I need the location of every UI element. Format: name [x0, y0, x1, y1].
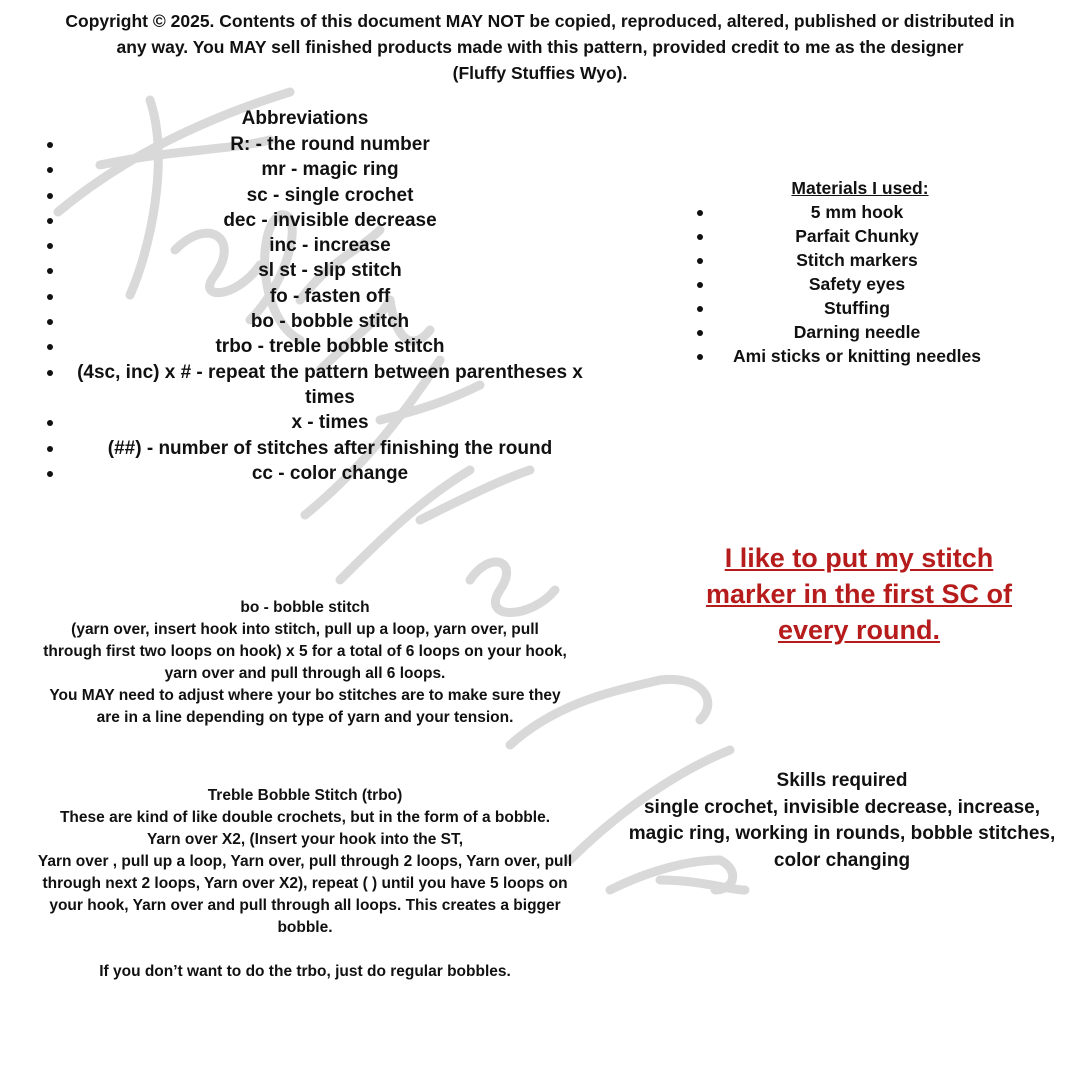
list-item: Safety eyes [690, 272, 996, 296]
list-item: trbo - treble bobble stitch [40, 334, 595, 359]
list-item: Darning needle [690, 320, 996, 344]
treble-bobble-line-2: Yarn over X2, (Insert your hook into the ST, [146, 831, 464, 848]
list-item: cc - color change [40, 461, 595, 486]
list-item: fo - fasten off [40, 284, 595, 309]
bobble-stitch-title: bo - bobble stitch [240, 599, 370, 616]
bobble-stitch-body: (yarn over, insert hook into stitch, pull up a loop, yarn over, pull through first two loops on hook) x 5 for a total of 6 loops on your hook, yarn over and pull through all 6 loops. [43, 621, 567, 682]
list-item: inc - increase [40, 233, 595, 258]
treble-bobble-tip: If you don’t want to do the trbo, just do regular bobbles. [99, 963, 511, 980]
skills-section [620, 768, 1064, 874]
abbreviations-section [40, 106, 600, 486]
abbreviations-title: Abbreviations [241, 108, 369, 129]
bobble-stitch-note: You MAY need to adjust where your bo stitches are to make sure they are in a line depending on type of yarn and your tension. [49, 687, 561, 726]
treble-bobble-line-3: Yarn over , pull up a loop, Yarn over, pull through 2 loops, Yarn over, pull through next 2 loops, Yarn over X2), repeat ( ) until you have 5 loops on your hook, Yarn over and pull through all loops. This creates a bigger bobble. [37, 853, 573, 936]
list-item: R: - the round number [40, 132, 595, 157]
copyright-line-2: any way. You MAY sell finished products made with this pattern, provided credit to me as the designer [116, 37, 964, 57]
abbreviations-list [40, 132, 600, 486]
list-item: sc - single crochet [40, 183, 595, 208]
copyright-line-3: (Fluffy Stuffies Wyo). [452, 63, 628, 83]
list-item: x - times [40, 410, 595, 435]
list-item: Stuffing [690, 296, 996, 320]
list-item: dec - invisible decrease [40, 208, 595, 233]
materials-title: Materials I used: [791, 178, 929, 198]
list-item: Ami sticks or knitting needles [690, 344, 996, 368]
list-item: Parfait Chunky [690, 224, 996, 248]
list-item: mr - magic ring [40, 157, 595, 182]
list-item: Stitch markers [690, 248, 996, 272]
list-item: bo - bobble stitch [40, 309, 595, 334]
treble-bobble-section [35, 785, 575, 983]
skills-title: Skills required [776, 770, 908, 791]
stitch-marker-note: I like to put my stitch marker in the first SC of every round. [705, 543, 1013, 645]
list-item: (4sc, inc) x # - repeat the pattern between parentheses x times [40, 360, 595, 411]
spacer [35, 939, 575, 961]
list-item: sl st - slip stitch [40, 258, 595, 283]
list-item: 5 mm hook [690, 200, 996, 224]
materials-list [690, 200, 1020, 368]
treble-bobble-title: Treble Bobble Stitch (trbo) [207, 787, 403, 804]
materials-section [690, 176, 1020, 368]
copyright-line-1: Copyright © 2025. Contents of this document MAY NOT be copied, reproduced, altered, published or distributed in [65, 11, 1015, 31]
copyright-notice [0, 8, 1080, 86]
list-item: (##) - number of stitches after finishing the round [40, 436, 595, 461]
treble-bobble-line-1: These are kind of like double crochets, but in the form of a bobble. [59, 809, 551, 826]
skills-body: single crochet, invisible decrease, increase, magic ring, working in rounds, bobble stitches, color changing [628, 796, 1056, 871]
bobble-stitch-section [40, 597, 570, 729]
